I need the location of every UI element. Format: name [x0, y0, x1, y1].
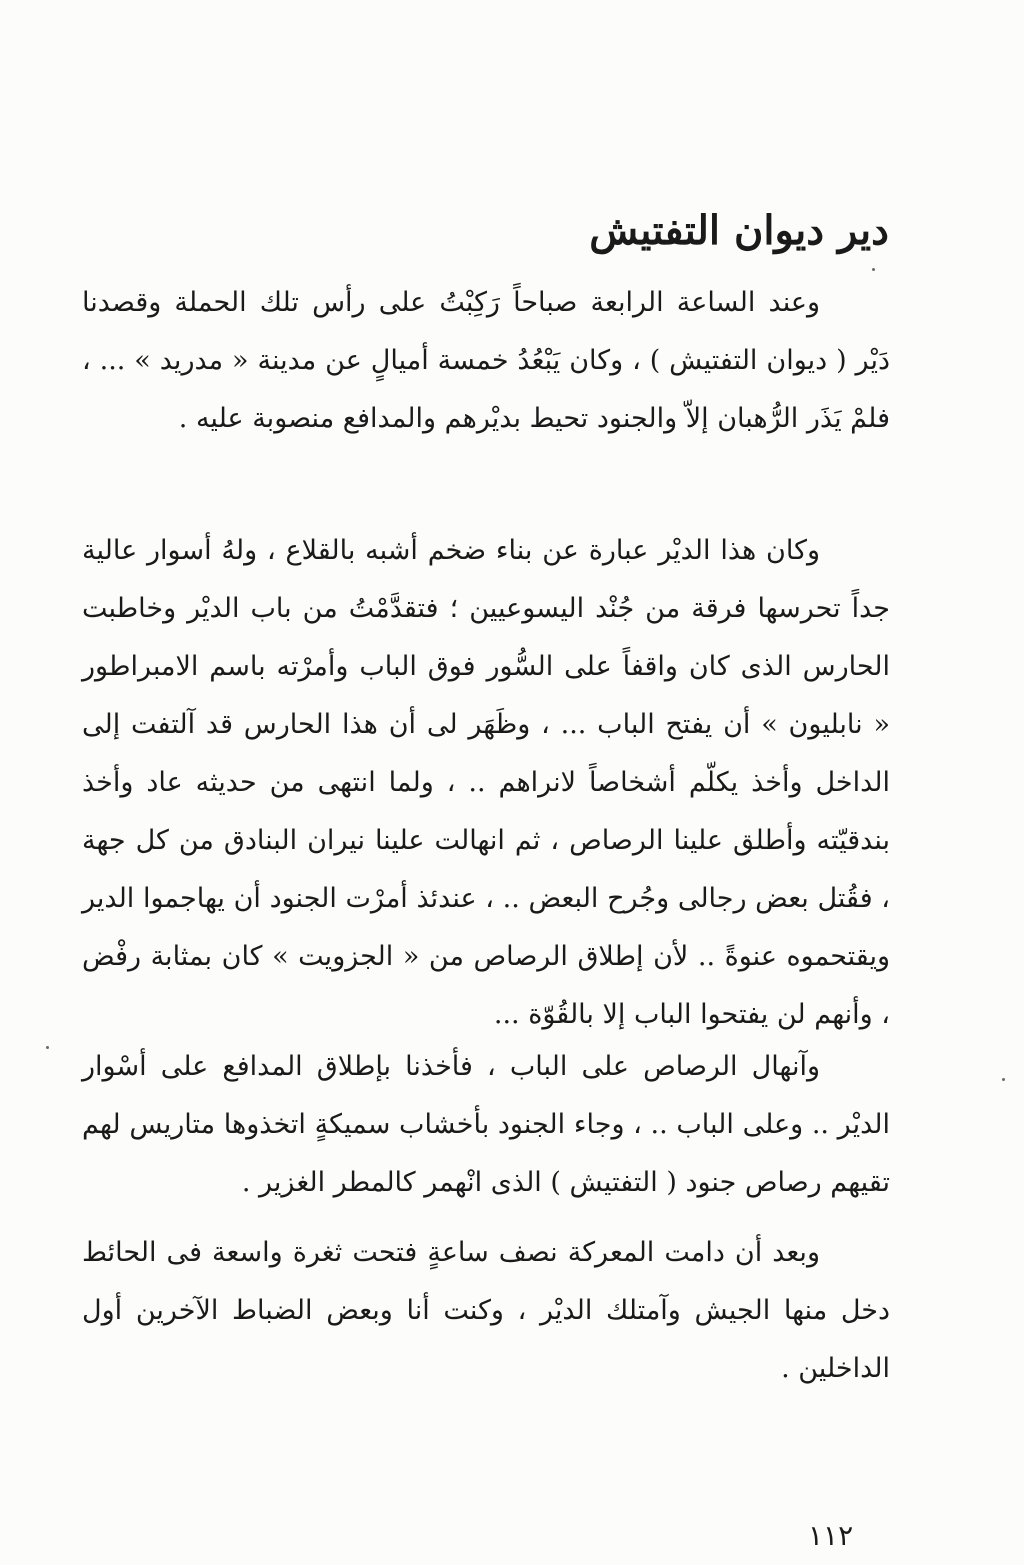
- chapter-title: دير ديوان التفتيش: [589, 206, 889, 254]
- paragraph-1: وعند الساعة الرابعة صباحاً رَكِبْتُ على رأس تلك الحملة وقصدنا دَيْر ( ديوان التفتيش ) ، وكان يَبْعُدُ خمسة أميالٍ عن مدينة « مدريد » ... ، فلمْ يَذَر الرُّهبان إلاّ والجنود تحيط بديْرهم والمدافع منصوبة عليه .: [82, 287, 890, 434]
- paragraph-2: وكان هذا الديْر عبارة عن بناء ضخم أشبه بالقلاع ، ولهُ أسوار عالية جداً تحرسها فرقة من جُنْد اليسوعيين ؛ فتقدَّمْتُ من باب الديْر وخاطبت الحارس الذى كان واقفاً على السُّور فوق الباب وأمرْته باسم الامبراطور « نابليون » أن يفتح الباب ... ، وظَهَر لى أن هذا الحارس قد آلتفت إلى الداخل وأخذ يكلّم أشخاصاً لانراهم .. ، ولما انتهى من حديثه عاد وأخذ بندقيّته وأطلق علينا الرصاص ، ثم انهالت علينا نيران البنادق من كل جهة ، فقُتل بعض رجالى وجُرح البعض .. ، عندئذ أمرْت الجنود أن يهاجموا الدير ويقتحموه عنوةً .. لأن إطلاق الرصاص من « الجزويت » كان بمثابة رفْض ، وأنهم لن يفتحوا الباب إلا بالقُوّة ...: [82, 535, 890, 1030]
- page-number: ١١٢: [808, 1519, 854, 1552]
- scan-speck: [872, 268, 875, 271]
- paragraph-2-block: [82, 522, 890, 1044]
- scan-speck: [1002, 1078, 1005, 1081]
- scan-speck: [46, 1046, 49, 1049]
- paragraph-3: وآنهال الرصاص على الباب ، فأخذنا بإطلاق المدافع على أسْوار الديْر .. وعلى الباب .. ، وجاء الجنود بأخشاب سميكةٍ اتخذوها متاريس لهم تقيهم رصاص جنود ( التفتيش ) الذى انْهمر كالمطر الغزير .: [82, 1051, 890, 1198]
- paragraph-3-block: [82, 1038, 890, 1212]
- paragraph-1-block: [82, 274, 890, 448]
- paragraph-4: وبعد أن دامت المعركة نصف ساعةٍ فتحت ثغرة واسعة فى الحائط دخل منها الجيش وآمتلك الديْر ، وكنت أنا وبعض الضباط الآخرين أول الداخلين .: [82, 1237, 890, 1384]
- paragraph-4-block: [82, 1224, 890, 1398]
